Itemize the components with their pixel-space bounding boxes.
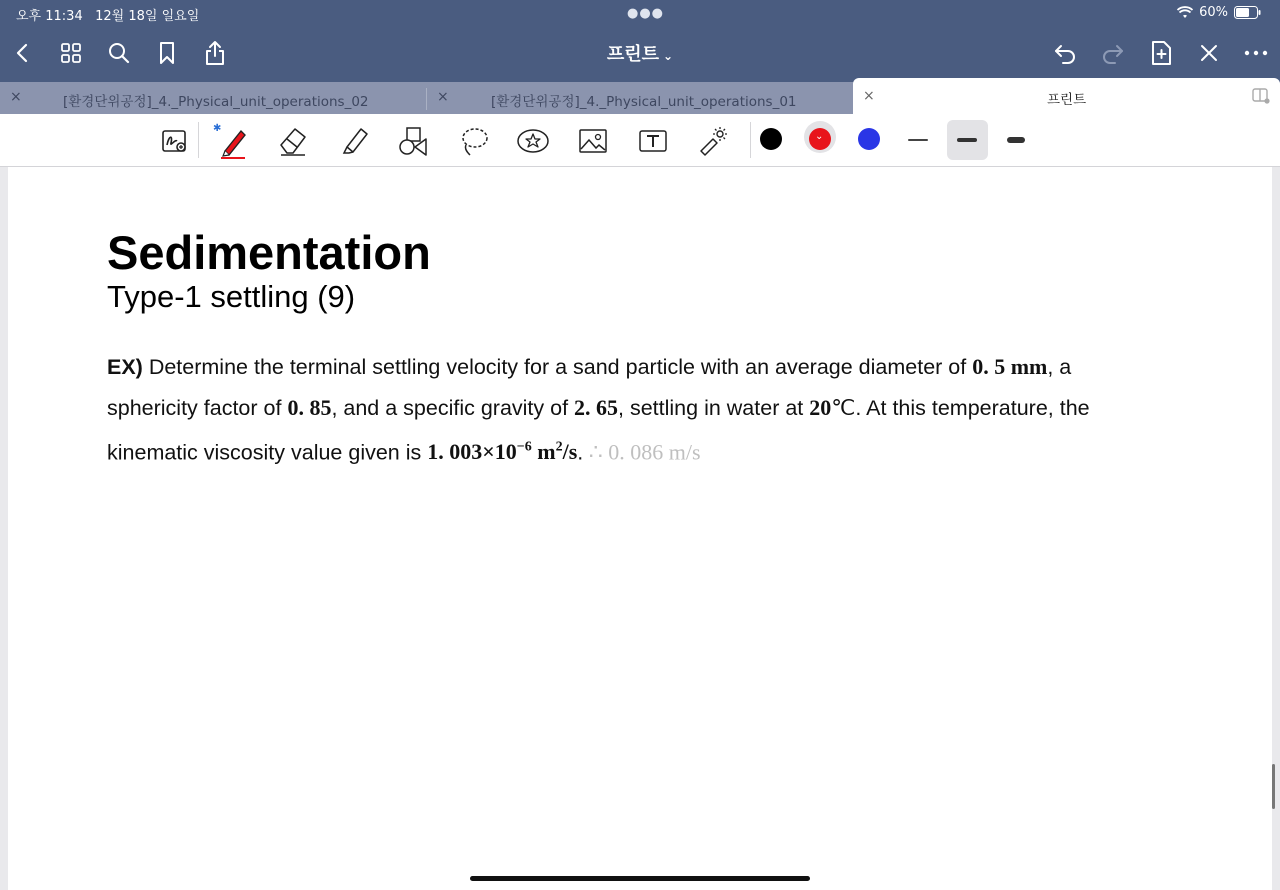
tab-close-icon[interactable]: × [863,88,875,104]
text-run: Determine the terminal settling velocity for a sand particle with an average diameter of [142,355,973,379]
lasso-icon[interactable] [457,124,491,158]
text-run: . At this temperature, the kinematic viscosity value given is [107,395,1090,465]
tab-bar [0,82,1280,114]
more-icon[interactable] [1241,38,1271,68]
svg-text:✱: ✱ [213,123,222,134]
page-heading: Sedimentation [107,226,431,279]
annotation-toolbar [0,114,1280,167]
color-swatch-red[interactable] [809,128,831,150]
toolbar-divider [198,122,199,158]
text-run: . [577,440,584,465]
undo-icon[interactable] [1050,38,1080,68]
split-view-icon[interactable] [1252,88,1270,108]
color-swatch-blue[interactable] [858,128,880,150]
text-run: , a sphericity factor of [107,355,1072,420]
tab-print[interactable] [853,78,1280,114]
viscosity-mantissa: 1. 003×10 [427,439,517,465]
document-title: 프린트 [606,44,660,65]
eraser-icon[interactable] [276,124,310,158]
image-icon[interactable] [576,124,610,158]
math-diameter: 0. 5 mm [972,354,1048,379]
document-title-menu[interactable] [580,40,700,66]
text-run: , and a specific gravity of [331,395,575,420]
status-time-date [16,5,199,24]
status-time: 오후 11:34 [16,9,83,24]
search-icon[interactable] [104,38,134,68]
text-run: , settling in water at [618,395,810,420]
tab-close-icon[interactable]: × [437,89,449,105]
color-swatch-black[interactable] [760,128,782,150]
back-icon[interactable] [8,38,38,68]
top-bar [0,0,1280,82]
tab-physical-unit-operations-02[interactable] [0,82,426,114]
math-viscosity [427,439,577,464]
chevron-down-icon: ⌄ [663,49,674,63]
viscosity-unit: m [531,439,556,465]
battery-percent: 60% [1199,5,1228,20]
thickness-medium[interactable] [957,138,977,142]
handwriting-zoom-icon[interactable] [158,124,192,158]
add-page-icon[interactable] [1146,38,1176,68]
example-label: EX) [107,355,143,379]
page-subheading: Type-1 settling (9) [107,279,356,314]
tab-label: 프린트 [1047,92,1087,108]
wifi-icon [1177,7,1193,19]
redo-icon[interactable] [1098,38,1128,68]
temperature-unit: ℃ [831,395,856,420]
share-icon[interactable] [200,38,230,68]
chevron-down-icon: ⌄ [815,131,824,142]
math-specific-gravity: 2. 65 [574,394,619,420]
math-temperature: 20 [809,394,832,420]
laser-pointer-icon[interactable] [696,124,730,158]
document-page[interactable] [8,167,1272,890]
tab-label: [환경단위공정]_4._Physical_unit_operations_01 [491,94,797,110]
tab-label: [환경단위공정]_4._Physical_unit_operations_02 [63,94,369,110]
thickness-thick[interactable] [1007,137,1025,143]
battery-icon [1234,6,1262,19]
viscosity-exponent: −6 [516,440,532,455]
toolbar-divider [750,122,751,158]
textbox-icon[interactable] [636,124,670,158]
sticker-icon[interactable] [516,124,550,158]
highlighter-icon[interactable] [338,124,372,158]
pen-icon[interactable] [213,123,250,158]
shapes-icon[interactable] [396,124,430,158]
page-scrollbar[interactable] [1272,764,1275,809]
math-sphericity: 0. 85 [287,394,332,420]
home-indicator[interactable] [470,876,810,881]
close-icon[interactable] [1194,38,1224,68]
status-right [1177,5,1262,20]
status-date: 12월 18일 일요일 [95,9,200,24]
answer-text: ∴ 0. 086 m/s [583,439,701,465]
bookmark-icon[interactable] [152,38,182,68]
thickness-thin[interactable] [908,139,928,141]
grid-icon[interactable] [56,38,86,68]
viscosity-unit-exponent: 2 [555,440,563,455]
multitasking-dots-icon[interactable]: ●●● [627,6,665,21]
example-problem-text [107,347,1167,473]
tab-physical-unit-operations-01[interactable] [427,82,852,114]
viscosity-unit-tail: /s [562,439,578,465]
tab-close-icon[interactable]: × [10,89,22,105]
